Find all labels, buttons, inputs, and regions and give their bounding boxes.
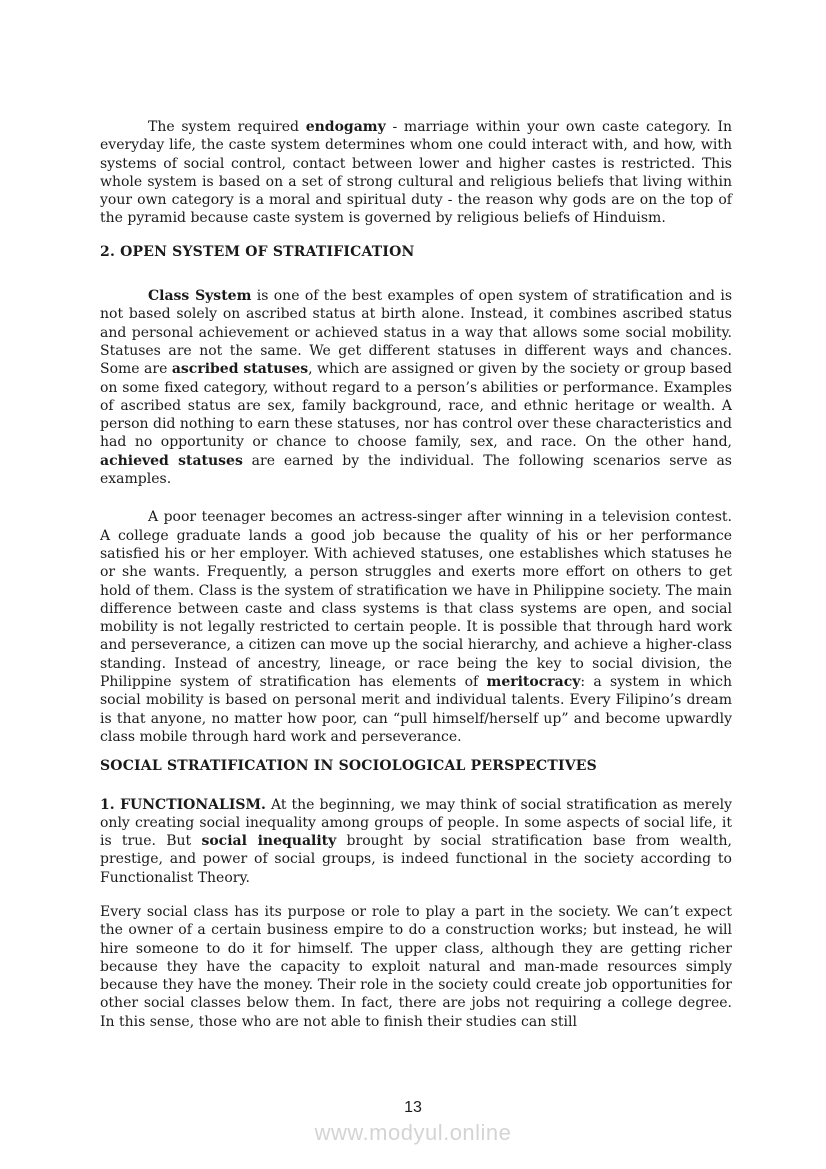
paragraph-social-class-roles <box>100 903 732 1031</box>
paragraph-achieved-status-examples <box>100 508 732 746</box>
bold-term-functionalism: 1. FUNCTIONALISM. <box>100 796 266 813</box>
text-run: A poor teenager becomes an actress-singer after winning in a television contest. A college graduate lands a good job because the quality of his or her performance satisfied his or her employer. With achieved statuses, one establishes which statuses he or she wants. Frequently, a person struggles and exerts more effort on others to get hold of them. Class is the system of stratification we have in Philippine society. The main difference between caste and class systems is that class systems are open, and social mobility is not legally restricted to certain people. It is possible that through hard work and perseverance, a citizen can move up the social hierarchy, and achieve a higher-class standing. Instead of ancestry, lineage, or race being the key to social division, the Philippine system of stratification has elements of <box>100 509 732 691</box>
paragraph-endogamy <box>100 118 732 228</box>
bold-term-endogamy: endogamy <box>305 119 386 135</box>
bold-term-meritocracy: meritocracy <box>486 674 581 691</box>
page-number: 13 <box>404 1099 422 1116</box>
paragraph-functionalism <box>100 796 732 887</box>
text-run: The system required <box>148 119 306 135</box>
text-run: Every social class has its purpose or role to play a part in the society. We can’t expect the owner of a certain business empire to do a construction works; but instead, he will hire someone to do it for himself. The upper class, although they are getting richer because they have the capacity to exploit natural and man-made resources simply because they have the money. Their role in the society could create job opportunities for other social classes below them. In fact, there are jobs not requiring a college degree. In this sense, those who are not able to finish their studies can still <box>100 903 732 1030</box>
watermark: www.modyul.online <box>314 1120 512 1145</box>
text-run: is one of the best examples of open system of stratification and is not based solely on ascribed status at birth alone. Instead, it combines ascribed status and personal achievement or achieved status in a way that allows some social mobility. Statuses are not the same. We get different statuses in different ways and chances. Some are <box>100 288 733 378</box>
document-body <box>100 118 732 1031</box>
text-run: brought by social stratification base from wealth, prestige, and power of social groups, is indeed functional in the society according to Functionalist Theory. <box>100 833 733 886</box>
bold-term-social-inequality: social inequality <box>201 833 337 850</box>
paragraph-class-system <box>100 287 732 488</box>
section-heading-sociological-perspectives: SOCIAL STRATIFICATION IN SOCIOLOGICAL PERSPECTIVES <box>100 758 597 775</box>
text-run: : a system in which social mobility is based on personal merit and individual talents. Every Filipino’s dream is that anyone, no matter how poor, can “pull himself/herself up” and become upwardly class mobile through hard work and perseverance. <box>100 674 732 745</box>
text-run: - marriage within your own caste category. In everyday life, the caste system determines whom one could interact with, and how, with systems of social control, contact between lower and higher castes is restricted. This whole system is based on a set of strong cultural and religious beliefs that living within your own category is a moral and spiritual duty - the reason why gods are on the top of the pyramid because caste system is governed by religious beliefs of Hinduism. <box>100 119 732 227</box>
text-run: are earned by the individual. The following scenarios serve as examples. <box>100 452 732 488</box>
text-run: , which are assigned or given by the society or group based on some fixed category, without regard to a person’s abilities or performance. Examples of ascribed status are sex, family background, race, and ethnic heritage or wealth. A person did nothing to earn these statuses, nor has control over these characteristics and had no opportunity or chance to choose family, sex, and race. On the other hand, <box>100 361 732 451</box>
bold-term-achieved-statuses: achieved statuses <box>100 452 243 469</box>
text-run: At the beginning, we may think of social stratification as merely only creating social inequality among groups of people. In some aspects of social life, it is true. But <box>100 796 733 850</box>
section-heading-open-system: 2. OPEN SYSTEM OF STRATIFICATION <box>100 243 415 260</box>
bold-term-ascribed-statuses: ascribed statuses <box>171 361 309 378</box>
bold-term-class-system: Class System <box>148 288 252 305</box>
